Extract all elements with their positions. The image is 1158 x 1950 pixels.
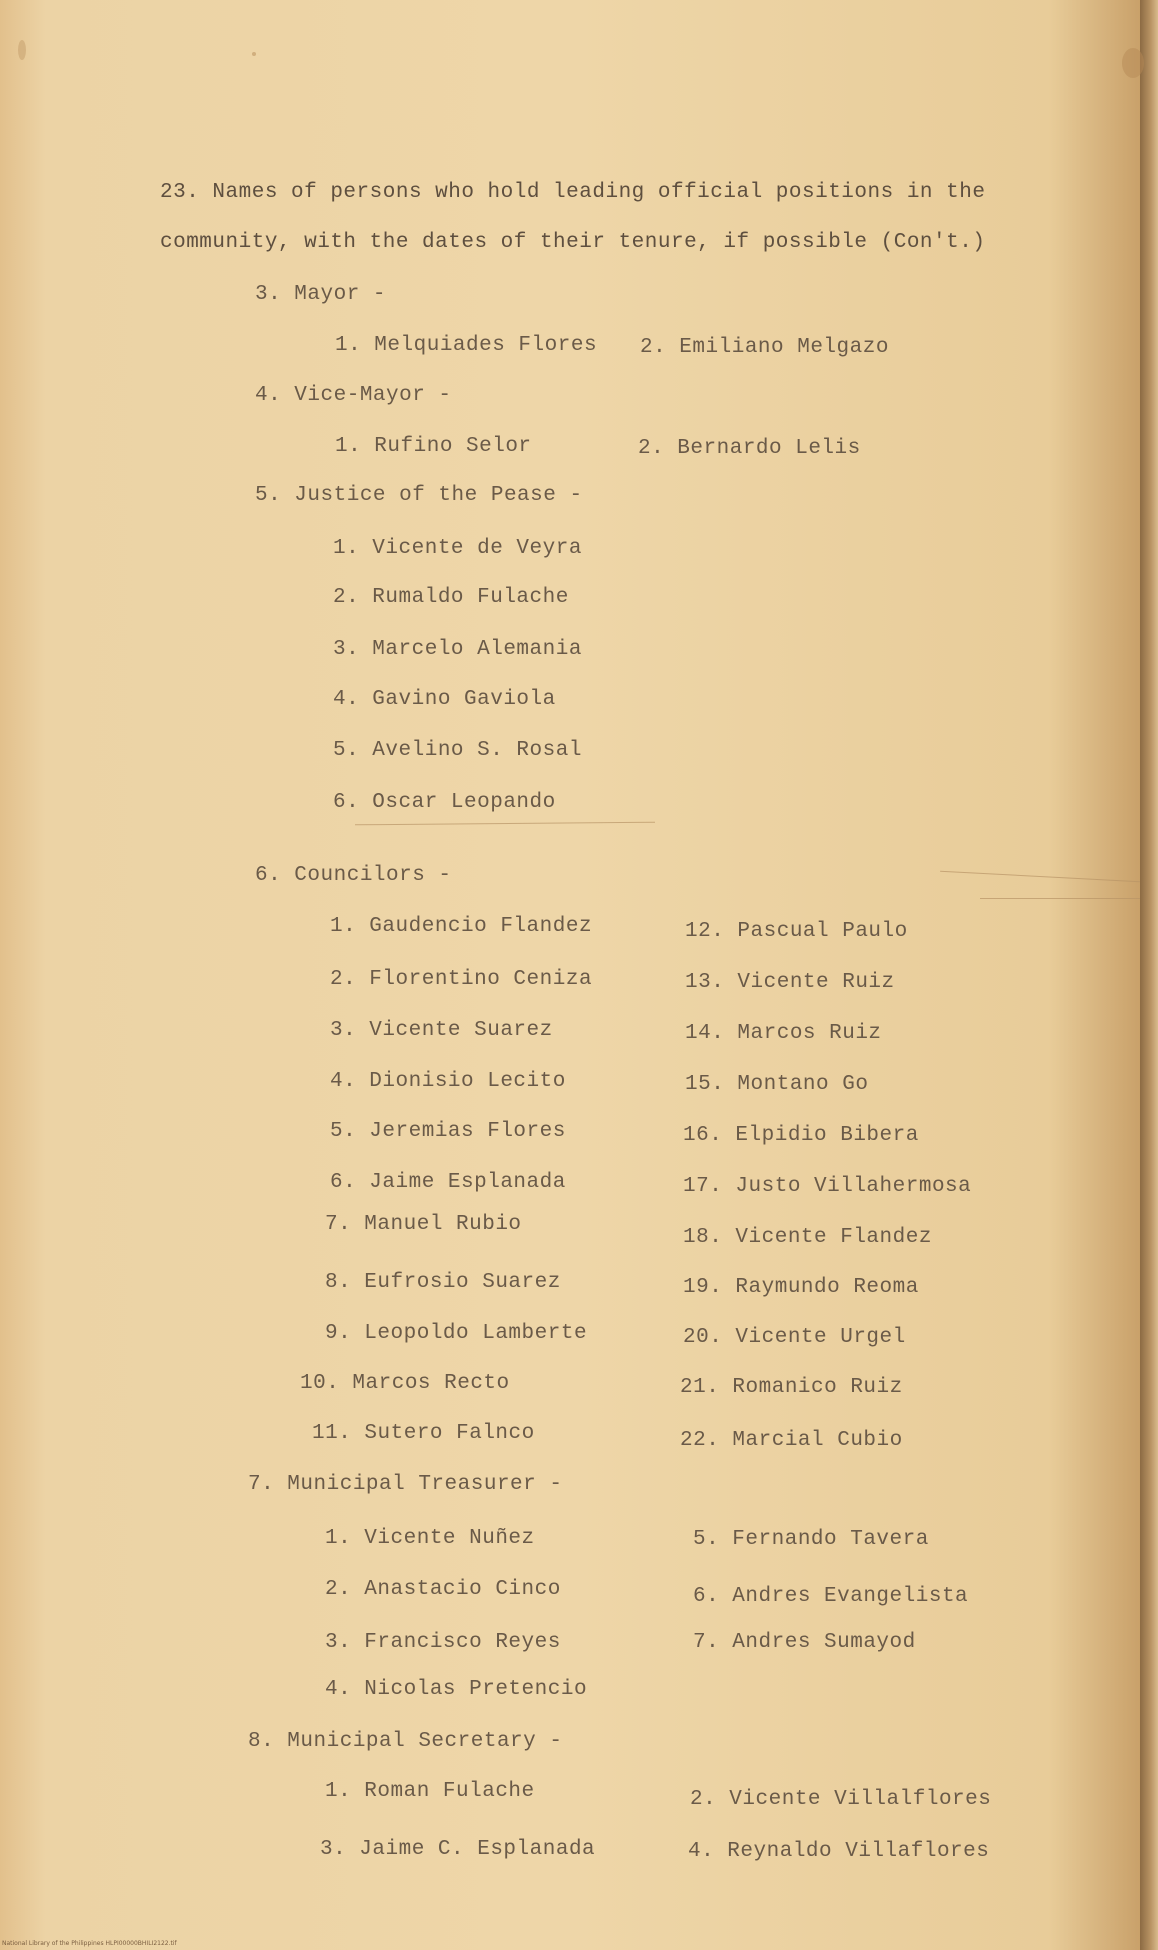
- councilor-item: 9. Leopoldo Lamberte: [325, 1322, 588, 1345]
- stain: [252, 52, 256, 56]
- vice-mayor-item: 2. Bernardo Lelis: [638, 437, 861, 460]
- councilor-item: 16. Elpidio Bibera: [683, 1124, 919, 1147]
- councilor-item: 6. Jaime Esplanada: [330, 1171, 566, 1194]
- treasurer-item: 7. Andres Sumayod: [693, 1631, 916, 1654]
- stain: [1122, 48, 1144, 78]
- stain: [18, 40, 26, 60]
- section-title-vice-mayor: 4. Vice-Mayor -: [255, 384, 452, 407]
- section-title-secretary: 8. Municipal Secretary -: [248, 1730, 563, 1753]
- councilor-item: 21. Romanico Ruiz: [680, 1376, 903, 1399]
- treasurer-item: 6. Andres Evangelista: [693, 1585, 969, 1608]
- secretary-item: 2. Vicente Villalflores: [690, 1788, 992, 1811]
- treasurer-item: 3. Francisco Reyes: [325, 1631, 561, 1654]
- section-title-councilors: 6. Councilors -: [255, 864, 452, 887]
- justice-item: 2. Rumaldo Fulache: [333, 586, 569, 609]
- vice-mayor-item: 1. Rufino Selor: [335, 435, 532, 458]
- councilor-item: 19. Raymundo Reoma: [683, 1276, 919, 1299]
- question-heading-line-2: community, with the dates of their tenure, if possible (Con't.): [160, 231, 986, 254]
- treasurer-item: 1. Vicente Nuñez: [325, 1527, 535, 1550]
- councilor-item: 7. Manuel Rubio: [325, 1213, 522, 1236]
- justice-item: 3. Marcelo Alemania: [333, 638, 582, 661]
- councilor-item: 3. Vicente Suarez: [330, 1019, 553, 1042]
- councilor-item: 22. Marcial Cubio: [680, 1429, 903, 1452]
- treasurer-item: 5. Fernando Tavera: [693, 1528, 929, 1551]
- mayor-item: 1. Melquiades Flores: [335, 334, 598, 357]
- paper-crease: [980, 898, 1140, 899]
- councilor-item: 2. Florentino Ceniza: [330, 968, 593, 991]
- secretary-item: 4. Reynaldo Villaflores: [688, 1840, 990, 1863]
- councilor-item: 4. Dionisio Lecito: [330, 1070, 566, 1093]
- secretary-item: 3. Jaime C. Esplanada: [320, 1838, 596, 1861]
- justice-item: 4. Gavino Gaviola: [333, 688, 556, 711]
- treasurer-item: 4. Nicolas Pretencio: [325, 1678, 588, 1701]
- justice-item: 5. Avelino S. Rosal: [333, 739, 582, 762]
- councilor-item: 17. Justo Villahermosa: [683, 1175, 972, 1198]
- justice-item: 6. Oscar Leopando: [333, 791, 556, 814]
- secretary-item: 1. Roman Fulache: [325, 1780, 535, 1803]
- councilor-item: 15. Montano Go: [685, 1073, 869, 1096]
- section-title-mayor: 3. Mayor -: [255, 283, 387, 306]
- section-title-treasurer: 7. Municipal Treasurer -: [248, 1473, 563, 1496]
- justice-item: 1. Vicente de Veyra: [333, 537, 582, 560]
- councilor-item: 10. Marcos Recto: [300, 1372, 510, 1395]
- councilor-item: 20. Vicente Urgel: [683, 1326, 906, 1349]
- question-heading-line-1: 23. Names of persons who hold leading official positions in the: [160, 181, 986, 204]
- councilor-item: 18. Vicente Flandez: [683, 1226, 932, 1249]
- councilor-item: 8. Eufrosio Suarez: [325, 1271, 561, 1294]
- treasurer-item: 2. Anastacio Cinco: [325, 1578, 561, 1601]
- archive-footer: National Library of the Philippines HLPI00000BHILI2122.tif: [2, 1940, 177, 1947]
- councilor-item: 5. Jeremias Flores: [330, 1120, 566, 1143]
- mayor-item: 2. Emiliano Melgazo: [640, 336, 889, 359]
- councilor-item: 1. Gaudencio Flandez: [330, 915, 593, 938]
- page-edge: [1140, 0, 1158, 1950]
- councilor-item: 11. Sutero Falnco: [312, 1422, 535, 1445]
- councilor-item: 13. Vicente Ruiz: [685, 971, 895, 994]
- section-title-justice: 5. Justice of the Pease -: [255, 484, 583, 507]
- councilor-item: 14. Marcos Ruiz: [685, 1022, 882, 1045]
- councilor-item: 12. Pascual Paulo: [685, 920, 908, 943]
